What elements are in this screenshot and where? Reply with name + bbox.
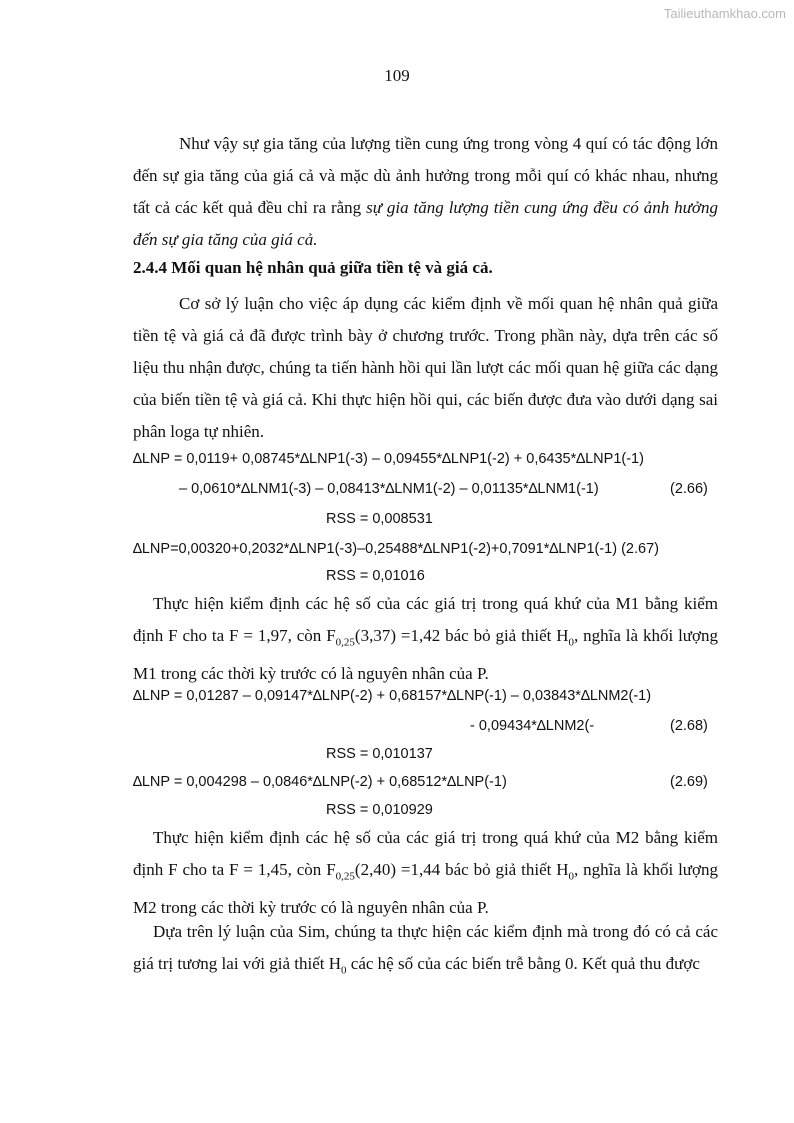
paragraph-1-text: Như vậy sự gia tăng của lượng tiền cung ứng trong vòng 4 quí có tác động lớn đến sự gia tăng của giá cả và mặc dù ảnh hưởng trong mỗi quí có khác nhau, nhưng tất cả các kết quả đều chỉ ra rằng [133,134,718,217]
page-number: 109 [384,66,410,85]
equation-number-2-66: (2.66) [670,481,708,497]
paragraph-1 [133,128,718,256]
equation-2-68-line-2: - 0,09434*∆LNM2(- [470,718,595,734]
paragraph-4-subscript-2: 0 [568,870,575,883]
rss-value-1: RSS = 0,008531 [326,511,433,527]
rss-value-2: RSS = 0,01016 [326,568,425,584]
paragraph-2-text: Cơ sở lý luận cho việc áp dụng các kiểm định về mối quan hệ nhân quả giữa tiền tệ và giá cả đã được trình bày ở chương trước. Trong phần này, dựa trên các số liệu thu nhận được, chúng ta tiến hành hồi qui lần lượt các mối quan hệ giữa các dạng của biến tiền tệ và giá cả. Khi thực hiện hồi qui, các biến được đưa vào dưới dạng sai phân loga tự nhiên. [133,294,718,441]
paragraph-4-text-b: (2,40) =1,44 bác bỏ giả thiết H [354,860,569,879]
equation-number-2-69: (2.69) [670,774,708,790]
paragraph-2 [133,288,718,448]
paragraph-4-text-a: Thực hiện kiểm định các hệ số của các giá trị trong quá khứ của M2 bằng kiểm định F cho ta F = 1,45, còn F [133,828,718,879]
paragraph-4-text-c: , nghĩa là khối lượng M2 trong các thời kỳ trước có là nguyên nhân của P. [133,860,719,918]
paragraph-5 [133,916,718,986]
paragraph-5-text-b: các hệ số của các biến trễ bằng 0. Kết quả thu được [346,954,700,973]
paragraph-3-text-c: , nghĩa là khối lượng M1 trong các thời kỳ trước có là nguyên nhân của P. [133,626,719,684]
paragraph-3-subscript: 0,25 [335,636,355,649]
paragraph-3-subscript-2: 0 [568,636,575,649]
section-heading: 2.4.4 Mối quan hệ nhân quả giữa tiền tệ và giá cả. [133,258,493,277]
paragraph-5-text-a: Dựa trên lý luận của Sim, chúng ta thực hiện các kiểm định mà trong đó có cả các giá trị tương lai với giả thiết H [133,922,718,973]
paragraph-1-italic: sự gia tăng lượng tiền cung ứng đều có ảnh hưởng đến sự gia tăng của giá cả. [133,198,718,249]
equation-2-68-line-1: ∆LNP = 0,01287 – 0,09147*∆LNP(-2) + 0,68157*∆LNP(-1) – 0,03843*∆LNM2(-1) [133,688,652,704]
equation-2-67: ∆LNP=0,00320+0,2032*∆LNP1(-3)–0,25488*∆LNP1(-2)+0,7091*∆LNP1(-1) (2.67) [133,541,659,557]
watermark: Tailieuthamkhao.com [663,6,786,21]
paragraph-5-subscript: 0 [341,964,347,977]
paragraph-3-text-a: Thực hiện kiểm định các hệ số của các giá trị trong quá khứ của M1 bằng kiểm định F cho ta F = 1,97, còn F [133,594,718,645]
equation-2-66-line-1: ∆LNP = 0,0119+ 0,08745*∆LNP1(-3) – 0,09455*∆LNP1(-2) + 0,6435*∆LNP1(-1) [133,451,644,467]
equation-number-2-68: (2.68) [670,718,708,734]
paragraph-3-text-b: (3,37) =1,42 bác bỏ giả thiết H [354,626,569,645]
equation-2-69: ∆LNP = 0,004298 – 0,0846*∆LNP(-2) + 0,68512*∆LNP(-1) [133,774,507,790]
rss-value-4: RSS = 0,010929 [326,802,433,818]
equation-2-66-line-2: – 0,0610*∆LNM1(-3) – 0,08413*∆LNM1(-2) – 0,01135*∆LNM1(-1) [179,481,599,497]
paragraph-3 [133,588,718,690]
paragraph-4 [133,822,718,924]
rss-value-3: RSS = 0,010137 [326,746,433,762]
paragraph-4-subscript: 0,25 [335,870,355,883]
